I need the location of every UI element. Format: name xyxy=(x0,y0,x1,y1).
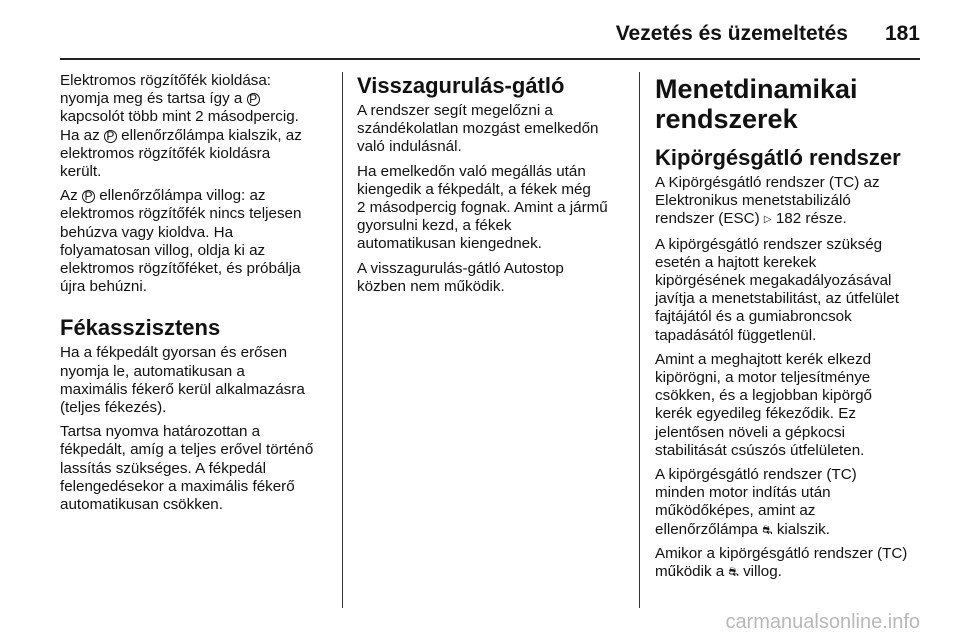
text-line: minden motor indítás után xyxy=(655,484,831,502)
section-heading: Fékasszisztens xyxy=(60,315,221,341)
text-line: A rendszer segít megelőzni a xyxy=(357,102,553,119)
text-line: közben nem működik. xyxy=(357,277,505,295)
column-divider xyxy=(639,72,640,608)
text-line: automatikusan csökken. xyxy=(60,496,223,514)
text-line: kipörögni, a motor teljesítménye xyxy=(655,369,871,387)
text-line: kiengedik a fékpedált, a fékek még xyxy=(357,180,591,198)
text-line: Tartsa nyomva határozottan a xyxy=(60,423,261,441)
heading-line: rendszerek xyxy=(655,104,798,134)
paragraph xyxy=(60,187,340,296)
page-reference-link[interactable]: 182 része. xyxy=(775,210,847,228)
parking-brake-icon: P xyxy=(104,130,117,143)
parking-brake-icon: P xyxy=(82,190,95,203)
traction-control-icon: ⛐ xyxy=(728,565,739,580)
text-line: Ha a fékpedált gyorsan és erősen xyxy=(60,344,288,362)
text-line: elektromos rögzítőféket, és próbálja xyxy=(60,260,301,278)
text-line: kipörgésének megakadályozásával xyxy=(655,272,892,290)
text-line: Az xyxy=(60,187,78,205)
text-line: A kipörgésgátló rendszer (TC) xyxy=(655,466,857,484)
text-line: került. xyxy=(60,163,102,181)
header-title: Vezetés és üzemeltetés xyxy=(615,22,848,45)
column-divider xyxy=(342,72,343,608)
text-line: maximális fékerő kerül alkalmazásra xyxy=(60,380,305,398)
text-line: fajtájától és a gumiabroncsok xyxy=(655,308,852,326)
text-line: 2 másodpercig fognak. Amint a jármű xyxy=(357,199,608,217)
text-line: felengedésekor a maximális fékerő xyxy=(60,477,295,495)
text-line: tapadásától függetlenül. xyxy=(655,326,817,344)
text-line: szándékolatlan mozgást emelkedőn xyxy=(357,120,599,138)
text-line: működőképes, amint az xyxy=(655,502,816,520)
text-line: elektromos rögzítőfék nincs teljesen xyxy=(60,205,302,223)
chapter-heading xyxy=(655,74,930,134)
text-line: Elektromos rögzítőfék kioldása: xyxy=(60,72,272,89)
text-line: behúzva vagy kioldva. Ha xyxy=(60,223,234,241)
text-line: Ha emelkedőn való megállás után xyxy=(357,162,586,180)
traction-control-icon: ⛐ xyxy=(762,522,773,537)
page-header xyxy=(60,18,920,58)
text-line: folyamatosan villog, oldja ki az xyxy=(60,241,266,259)
heading-line: Menetdinamikai xyxy=(655,74,858,104)
text-line: fékpedált, amíg a teljes erővel történő xyxy=(60,441,314,459)
paragraph xyxy=(60,423,340,514)
text-line: A Kipörgésgátló rendszer (TC) az xyxy=(655,174,880,191)
text-line: nyomja meg és tartsa így a xyxy=(60,90,243,108)
text-line: lassítás szükséges. A fékpedál xyxy=(60,459,266,477)
parking-brake-icon: P xyxy=(247,93,260,106)
text-line: jelentősen növeli a gépkocsi xyxy=(655,423,845,441)
paragraph xyxy=(60,344,340,417)
section-heading: Kipörgésgátló rendszer xyxy=(655,145,901,170)
text-line: ellenőrzőlámpa xyxy=(655,520,758,538)
text-line: A visszagurulás-gátló Autostop xyxy=(357,259,564,277)
text-line: való indulásnál. xyxy=(357,138,462,156)
paragraph xyxy=(357,260,627,296)
text-line: ellenőrzőlámpa villog: az xyxy=(99,187,266,205)
text-line: stabilitását csúszós útfelületen. xyxy=(655,441,865,459)
text-line: elektromos rögzítőfék kioldásra xyxy=(60,144,271,162)
text-line: javítja a menetstabilitást, az útfelület xyxy=(655,290,899,308)
text-line: újra behúzni. xyxy=(60,278,147,296)
text-line: működik a xyxy=(655,563,725,581)
text-line: csökken, és a legjobban kipörgő xyxy=(655,387,872,405)
column-left xyxy=(60,72,340,520)
paragraph xyxy=(655,174,930,230)
text-line: kialszik. xyxy=(776,520,830,538)
page-number: 181 xyxy=(884,22,920,45)
paragraph xyxy=(357,102,627,157)
text-line: A kipörgésgátló rendszer szükség xyxy=(655,235,883,253)
paragraph xyxy=(655,236,930,345)
text-line: (teljes fékezés). xyxy=(60,399,167,417)
text-line: rendszer (ESC) xyxy=(655,210,760,228)
text-line: ellenőrzőlámpa kialszik, az xyxy=(121,126,302,144)
column-middle xyxy=(357,74,627,302)
text-line: villog. xyxy=(743,563,782,581)
text-line: automatikusan kiengednek. xyxy=(357,235,542,253)
paragraph xyxy=(60,72,340,181)
text-line: Elektronikus menetstabilizáló xyxy=(655,192,851,210)
paragraph xyxy=(357,163,627,254)
paragraph xyxy=(655,545,930,581)
watermark: carmanualsonline.info xyxy=(725,611,920,633)
text-line: esetén a hajtott kerekek xyxy=(655,253,817,271)
header-divider xyxy=(60,58,920,60)
text-line: gyorsulni kezd, a fékek xyxy=(357,217,512,235)
section-heading: Visszagurulás-gátló xyxy=(357,73,565,98)
text-line: Amint a meghajtott kerék elkezd xyxy=(655,350,872,368)
text-line: nyomja le, automatikusan a xyxy=(60,362,245,380)
column-right xyxy=(655,74,930,587)
text-line: Ha az xyxy=(60,126,100,144)
page-ref-arrow-icon: ▷ xyxy=(763,214,772,226)
paragraph xyxy=(655,351,930,460)
text-line: kerék egyedileg fékeződik. Ez xyxy=(655,405,856,423)
paragraph xyxy=(655,466,930,539)
text-line: kapcsolót több mint 2 másodpercig. xyxy=(60,108,299,126)
text-line: Amikor a kipörgésgátló rendszer (TC) xyxy=(655,544,908,562)
